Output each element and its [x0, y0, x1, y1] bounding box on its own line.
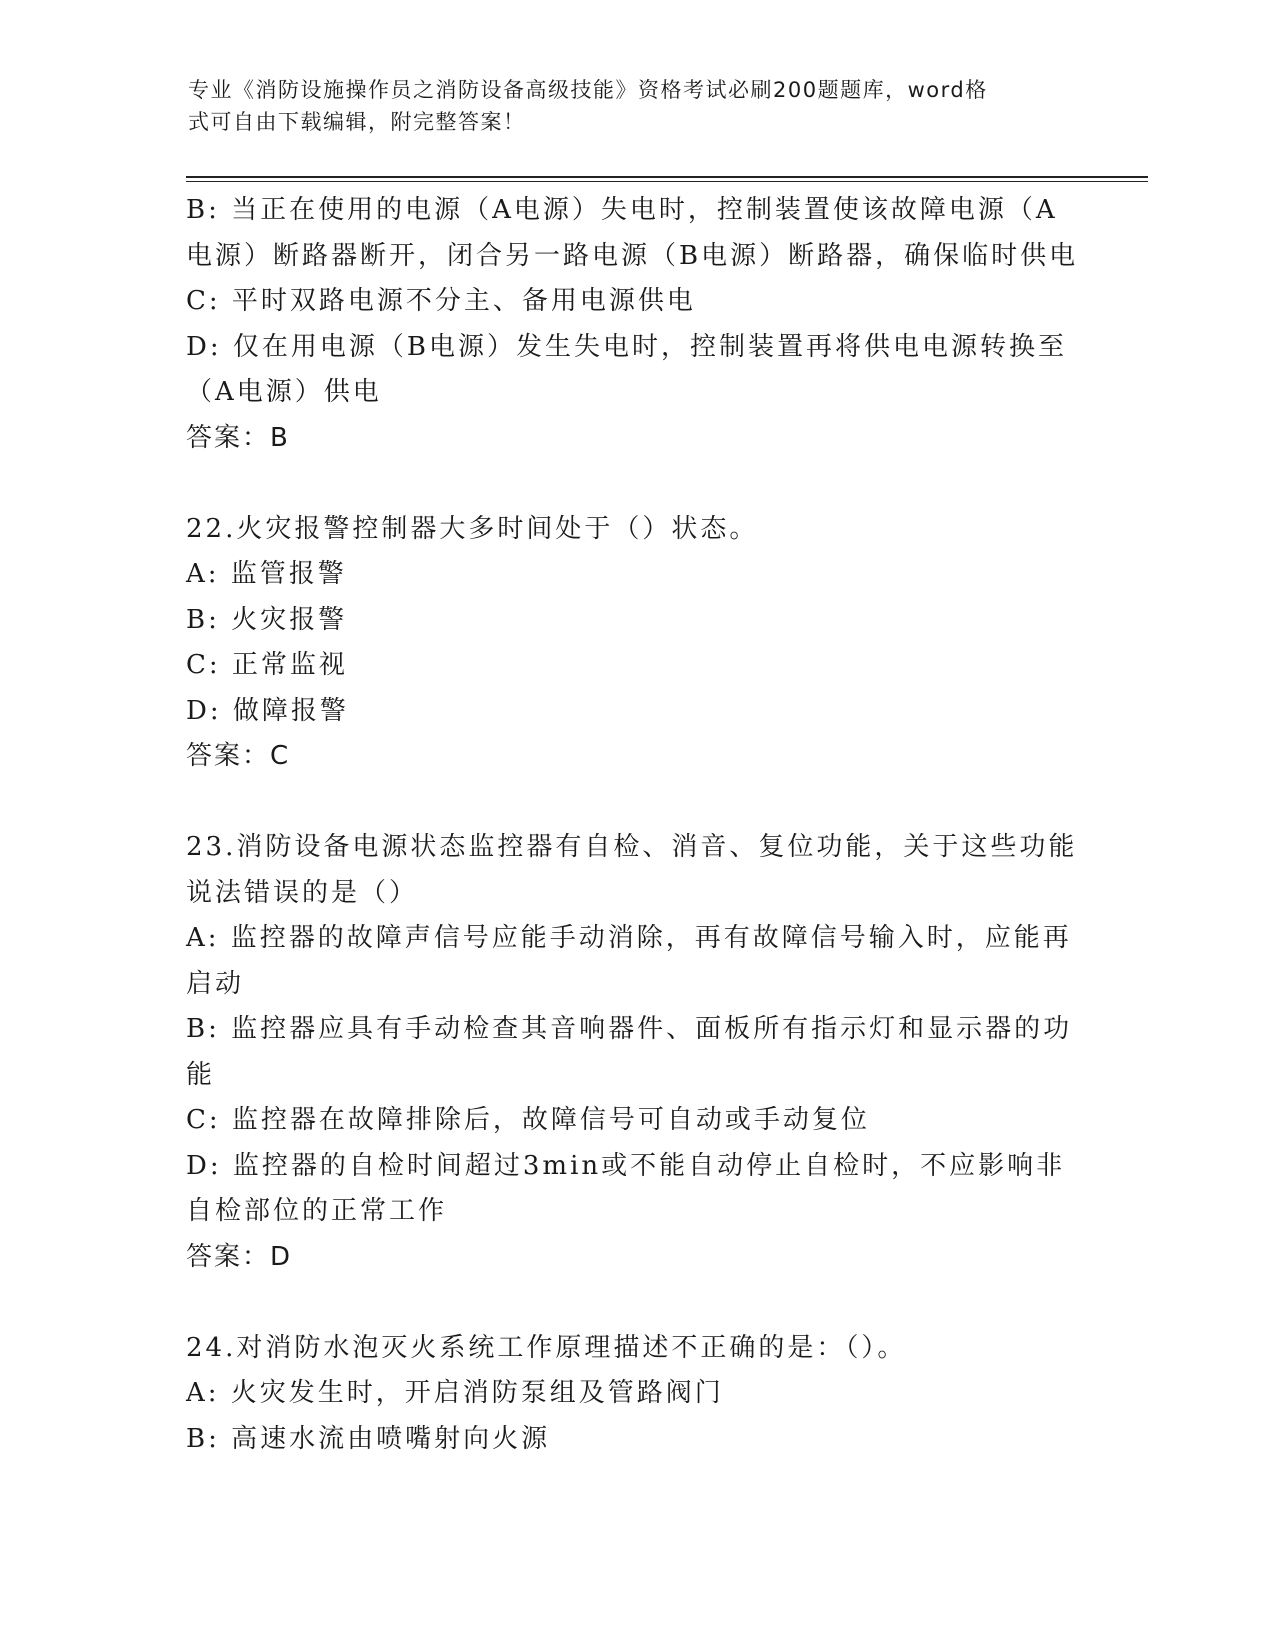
spacer	[186, 461, 1066, 507]
spacer	[186, 1280, 1066, 1326]
question-21	[186, 188, 1079, 461]
header-divider-thick	[186, 176, 1148, 178]
option-c: C: 监控器在故障排除后，故障信号可自动或手动复位	[186, 1105, 870, 1135]
option-d-line-2: 自检部位的正常工作	[186, 1196, 448, 1226]
question-text: 22.火灾报警控制器大多时间处于（）状态。	[186, 513, 759, 544]
answer: 答案：B	[186, 422, 290, 453]
question-text: 24.对消防水泡灭火系统工作原理描述不正确的是：（）。	[186, 1332, 907, 1363]
option-a-line-2: 启动	[186, 968, 245, 999]
header-line-1: 专业《消防设施操作员之消防设备高级技能》资格考试必刷200题题库，word格	[188, 78, 988, 102]
option-b: B: 火灾报警	[186, 604, 348, 635]
option-d-line-1: D: 监控器的自检时间超过3min或不能自动停止自检时，不应影响非	[186, 1150, 1066, 1181]
header-line-2: 式可自由下载编辑，附完整答案！	[188, 110, 526, 134]
option-c: C: 平时双路电源不分主、备用电源供电	[186, 286, 696, 316]
spacer	[186, 780, 1066, 826]
option-b-line-1: B: 当正在使用的电源（A电源）失电时，控制装置使该故障电源（A	[186, 195, 1058, 225]
option-a: A: 监管报警	[186, 559, 347, 589]
option-b-line-2: 电源）断路器断开，闭合另一路电源（B电源）断路器，确保临时供电	[186, 240, 1079, 271]
option-d: D: 做障报警	[186, 695, 349, 726]
option-b-line-2: 能	[186, 1059, 216, 1090]
question-24	[186, 1326, 1066, 1463]
question-22	[186, 507, 1066, 780]
question-text-line-1: 23.消防设备电源状态监控器有自检、消音、复位功能，关于这些功能	[186, 832, 1078, 862]
document-body	[186, 188, 1079, 1462]
option-d-line-1: D: 仅在用电源（B电源）发生失电时，控制装置再将供电电源转换至	[186, 331, 1067, 362]
option-d-line-2: （A电源）供电	[186, 377, 382, 407]
question-text-line-2: 说法错误的是（）	[186, 877, 419, 908]
header-divider-thin	[186, 181, 1148, 182]
option-b: B: 高速水流由喷嘴射向火源	[186, 1423, 551, 1454]
option-c: C: 正常监视	[186, 650, 348, 680]
document-header	[188, 74, 1068, 138]
answer: 答案：D	[186, 1241, 293, 1272]
question-23	[186, 825, 1078, 1280]
option-b-line-1: B: 监控器应具有手动检查其音响器件、面板所有指示灯和显示器的功	[186, 1014, 1073, 1044]
option-a-line-1: A: 监控器的故障声信号应能手动消除，再有故障信号输入时，应能再	[186, 923, 1072, 953]
answer: 答案：C	[186, 741, 291, 771]
option-a: A: 火灾发生时，开启消防泵组及管路阀门	[186, 1378, 724, 1408]
